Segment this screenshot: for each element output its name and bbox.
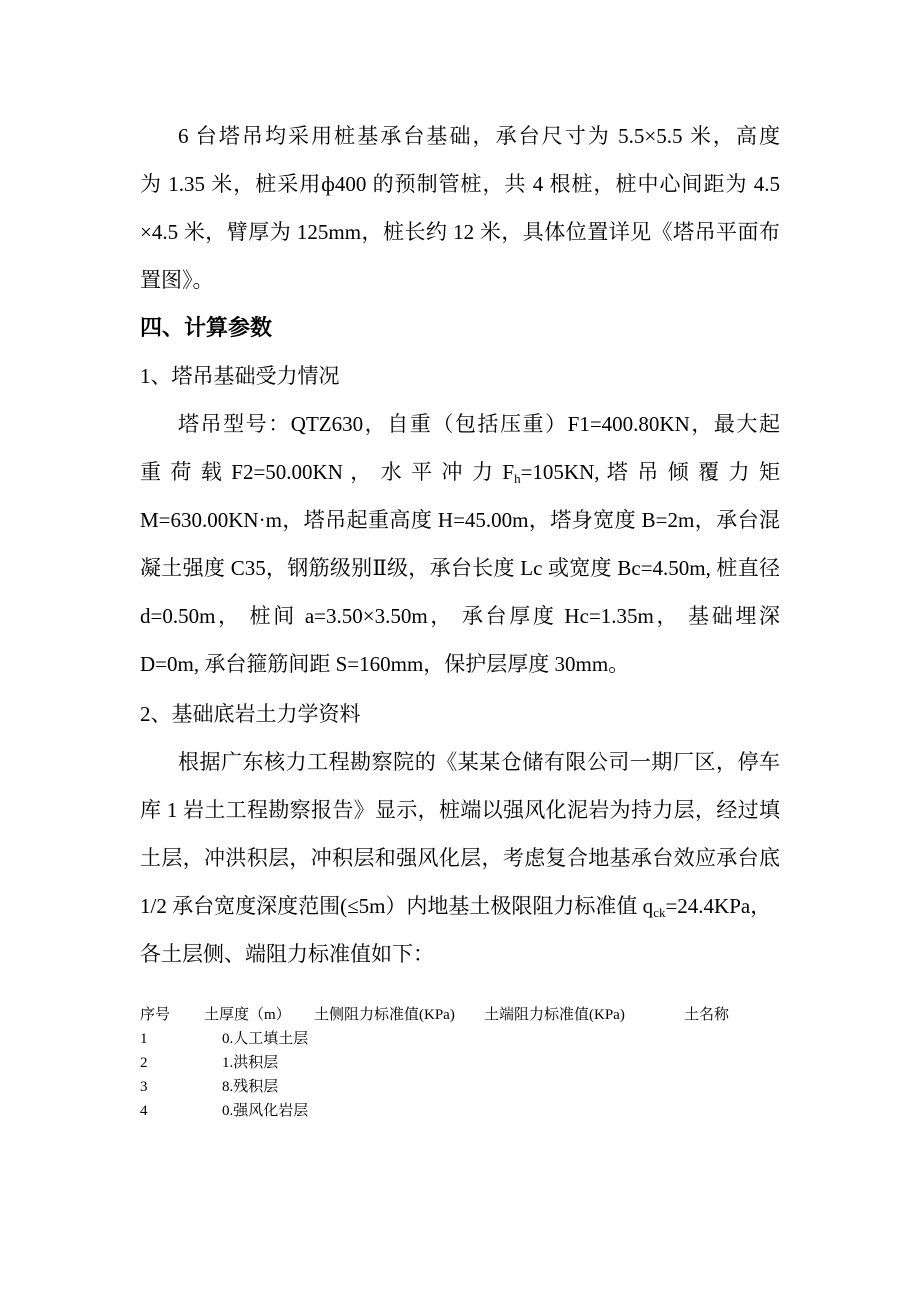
paragraph-2-line-5: d=0.50m， 桩间 a=3.50×3.50m， 承台厚度 Hc=1.35m， 基础埋深 — [140, 604, 780, 628]
table-cell-thickness: 0.人工填土层 — [222, 1031, 309, 1047]
paragraph-2-line-1: 塔吊型号：QTZ630，自重（包括压重）F1=400.80KN，最大起 — [178, 412, 780, 436]
text-segment: 1/2 承台宽度深度范围(≤5m）内地基土极限阻力标准值 q — [140, 894, 654, 918]
paragraph-1-line-3: ×4.5 米，臂厚为 125mm，桩长约 12 米，具体位置详见《塔吊平面布 — [140, 220, 780, 244]
soil-parameter-table — [140, 1003, 780, 1123]
table-cell-no: 2 — [140, 1055, 148, 1071]
table-cell-no: 4 — [140, 1103, 148, 1119]
paragraph-1-line-1: 6 台塔吊均采用桩基承台基础，承台尺寸为 5.5×5.5 米，高度 — [178, 124, 780, 148]
table-row — [140, 1075, 780, 1099]
table-header-cell: 序号 — [140, 1007, 171, 1023]
paragraph-3-line-4 — [140, 891, 780, 921]
table-cell-thickness: 8.残积层 — [222, 1079, 279, 1095]
paragraph-2-line-3: M=630.00KN·m，塔吊起重高度 H=45.00m，塔身宽度 B=2m，承台混 — [140, 508, 780, 532]
paragraph-1-line-2: 为 1.35 米，桩采用ф400 的预制管桩，共 4 根桩，桩中心间距为 4.5 — [140, 172, 780, 196]
paragraph-3-line-2: 库 1 岩土工程勘察报告》显示，桩端以强风化泥岩为持力层，经过填 — [140, 798, 780, 822]
text-segment: =105KN, 塔 吊 倾 覆 力 矩 — [520, 460, 780, 484]
table-header-cell: 土端阻力标准值(KPa) — [484, 1007, 625, 1023]
subheading-1: 1、塔吊基础受力情况 — [140, 364, 340, 388]
table-cell-no: 3 — [140, 1079, 148, 1095]
table-cell-thickness: 0.强风化岩层 — [222, 1103, 309, 1119]
paragraph-3-line-5: 各土层侧、端阻力标准值如下： — [140, 942, 434, 966]
table-row — [140, 1027, 780, 1051]
paragraph-2-line-6: D=0m, 承台箍筋间距 S=160mm，保护层厚度 30mm。 — [140, 652, 630, 676]
paragraph-3-line-3: 土层，冲洪积层，冲积层和强风化层，考虑复合地基承台效应承台底 — [140, 846, 780, 870]
subscript: h — [514, 471, 521, 486]
paragraph-2-line-2 — [140, 457, 780, 487]
table-row — [140, 1051, 780, 1075]
subheading-2: 2、基础底岩土力学资料 — [140, 702, 361, 726]
text-segment: =24.4KPa， — [665, 894, 772, 918]
paragraph-1-line-4: 置图》。 — [140, 268, 214, 292]
paragraph-3-line-1: 根据广东核力工程勘察院的《某某仓储有限公司一期厂区，停车 — [178, 750, 780, 774]
table-cell-no: 1 — [140, 1031, 148, 1047]
table-header-cell: 土名称 — [684, 1007, 730, 1023]
table-header-row — [140, 1003, 780, 1027]
paragraph-2-line-4: 凝土强度 C35，钢筋级别Ⅱ级，承台长度 Lc 或宽度 Bc=4.50m, 桩直径 — [140, 556, 780, 580]
table-header-cell: 土厚度（m） — [204, 1007, 291, 1023]
table-cell-thickness: 1.洪积层 — [222, 1055, 279, 1071]
section-heading: 四、计算参数 — [140, 315, 273, 340]
text-segment: 重 荷 载 F2=50.00KN ， 水 平 冲 力 F — [140, 460, 515, 484]
table-row — [140, 1099, 780, 1123]
subscript: ck — [653, 905, 666, 920]
table-header-cell: 土侧阻力标准值(KPa) — [314, 1007, 455, 1023]
